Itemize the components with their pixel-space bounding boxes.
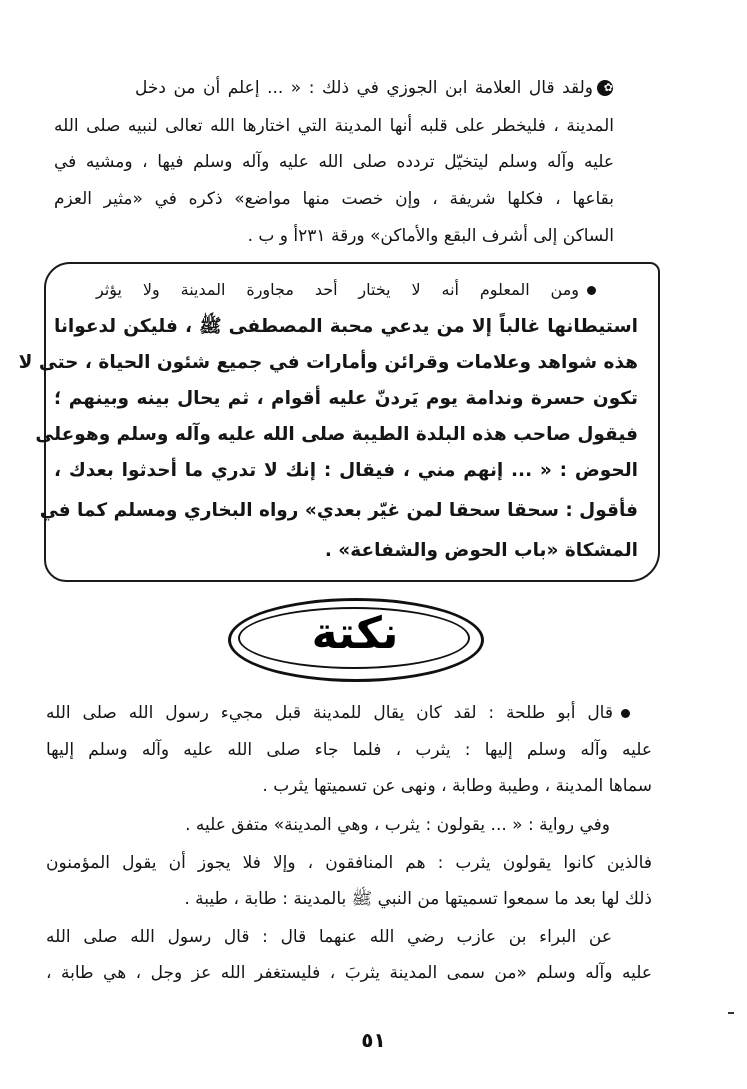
- paragraph1-line2: المدينة ، فليخطر على قلبه أنها المدينة التي اختارها الله تعالى لنبيه صلى الله: [54, 116, 614, 136]
- box-line1: [96, 280, 596, 299]
- paragraph3-line8: عليه وآله وسلم «من سمى المدينة يثربَ ، فليستغفر الله عز وجل ، هي طابة ،: [46, 963, 652, 983]
- box-line6: الحوض : « ... إنهم مني ، فيقال : إنك لا تدري ما أحدثوا بعدك ،: [54, 460, 638, 481]
- star-bullet-icon: ✿: [597, 80, 613, 96]
- paragraph1-line5: الساكن إلى أشرف البقع والأماكن» ورقة ٢٣١أ و ب .: [247, 226, 614, 246]
- heading-frame: [228, 598, 482, 680]
- paragraph3-line6: ذلك لها بعد ما سمعوا تسميتها من النبي ﷺ بالمدينة : طابة ، طيبة .: [184, 889, 652, 909]
- section-heading: نكتة: [311, 608, 399, 659]
- paragraph1-line1: [135, 78, 613, 98]
- paragraph3-line2: عليه وآله وسلم إليها : يثرب ، فلما جاء صلى الله عليه وآله وسلم إليها: [46, 740, 652, 760]
- bullet-dot-icon: [621, 709, 630, 718]
- paragraph3-line1-text: قال أبو طلحة : لقد كان يقال للمدينة قبل مجيء رسول الله صلى الله: [46, 703, 613, 723]
- box-line4: تكون حسرة وندامة يوم يَردنّ عليه أقوام ، ثم يحال بينه وبينهم ؛: [54, 388, 638, 409]
- box-line3: هذه شواهد وعلامات وقرائن وأمارات في جميع شئون الحياة ، حتى لا: [18, 352, 638, 373]
- paragraph3-line1: [46, 703, 630, 723]
- box-line2: استيطانها غالباً إلا من يدعي محبة المصطفى ﷺ ، فليكن لدعوانا: [54, 316, 638, 337]
- margin-mark: [728, 1012, 734, 1014]
- paragraph1-line1-text: ولقد قال العلامة ابن الجوزي في ذلك : « ... إعلم أن من دخل: [135, 78, 593, 98]
- quote-box: [18, 262, 660, 582]
- paragraph3-line4: وفي رواية : « ... يقولون : يثرب ، وهي المدينة» متفق عليه .: [185, 815, 610, 835]
- paragraph3-line7: عن البراء بن عازب رضي الله عنهما قال : قال رسول الله صلى الله: [46, 927, 612, 947]
- page-number: ٥١: [361, 1028, 386, 1052]
- bullet-dot-icon: [587, 286, 596, 295]
- paragraph1-line3: عليه وآله وسلم ليتخيّل تردده صلى الله عليه وآله وسلم فيها ، ومشيه في: [54, 152, 614, 172]
- box-line5: فيقول صاحب هذه البلدة الطيبة صلى الله عليه وآله وسلم وهوعلى: [35, 424, 638, 445]
- paragraph3-line3: سماها المدينة ، وطيبة وطابة ، ونهى عن تسميتها يثرب .: [262, 776, 652, 796]
- box-line7: فأقول : سحقا سحقا لمن غيّر بعدي» رواه البخاري ومسلم كما في: [39, 500, 638, 521]
- box-line1-text: ومن المعلوم أنه لا يختار أحد مجاورة المدينة ولا يؤثر: [96, 280, 579, 299]
- box-line8: المشكاة «باب الحوض والشفاعة» .: [324, 540, 638, 561]
- paragraph1-line4: بقاعها ، فكلها شريفة ، وإن خصت منها مواضع» ذكره في «مثير العزم: [54, 189, 614, 209]
- paragraph3-line5: فالذين كانوا يقولون يثرب : هم المنافقون ، وإلا فلا يجوز أن يقول المؤمنون: [46, 853, 652, 873]
